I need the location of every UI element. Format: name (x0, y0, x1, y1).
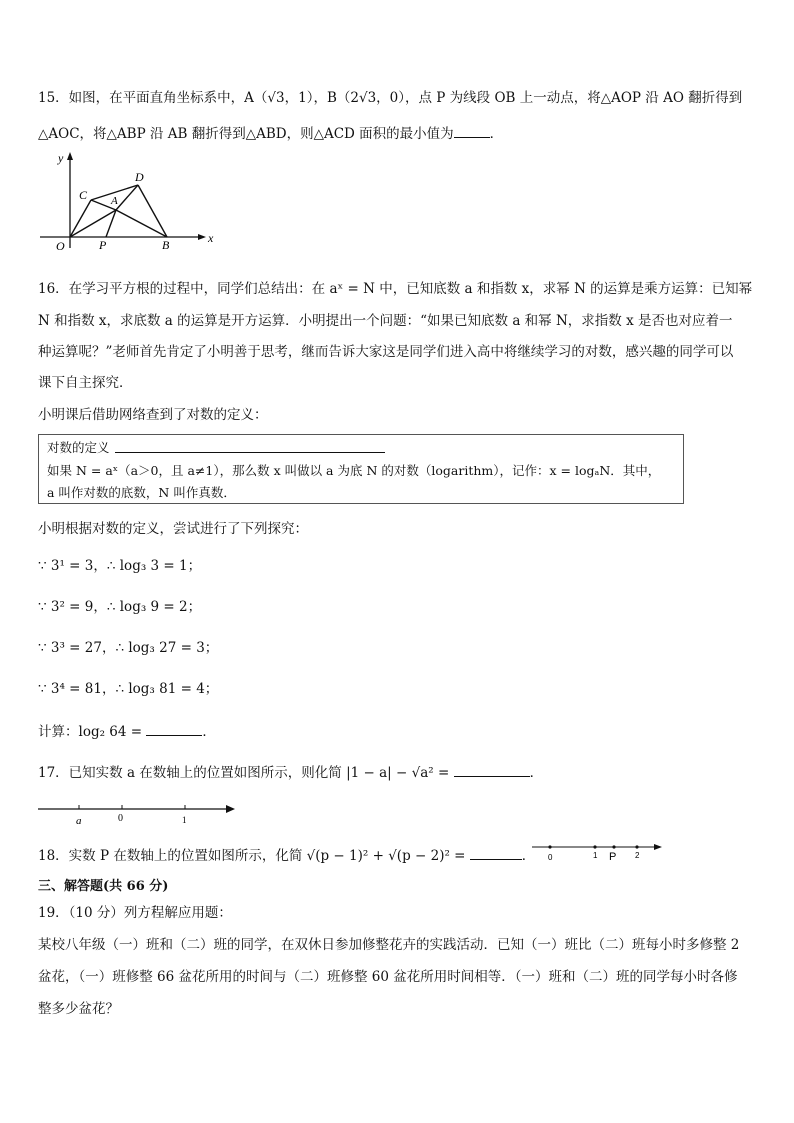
q17-text (38, 763, 543, 783)
q17-end: ． (529, 765, 544, 781)
q17-label-a: a (76, 815, 82, 827)
q16-line1: 16．在学习平方根的过程中，同学们总结出：在 aˣ = N 中，已知底数 a 和指数 x，求幂 N 的运算是乘方运算：已知幂 (38, 281, 753, 297)
q16-line3: 种运算呢？”老师首先肯定了小明善于思考，继而告诉大家这是同学们进入高中将继续学习的对数，感兴趣的同学可以 (38, 344, 734, 360)
label-B: B (162, 238, 170, 252)
section-3-heading: 三、解答题(共 66 分) (38, 879, 169, 894)
q15-answer-blank[interactable] (454, 125, 490, 138)
label-A: A (111, 195, 118, 207)
q19-line1: 某校八年级（一）班和（二）班的同学，在双休日参加修整花卉的实践活动．已知（一）班比（二）班每小时多修整 2 (38, 937, 740, 953)
q18-point-1 (593, 845, 596, 848)
q18-text (38, 846, 535, 866)
definition-title-text: 对数的定义 (47, 440, 110, 455)
q17-number-line (38, 800, 238, 828)
q18-label-1: 1 (593, 851, 598, 860)
q16-step-4: ∵ 3⁴ = 81，∴ log₃ 81 = 4； (38, 681, 219, 697)
q19-head: 19．（10 分）列方程解应用题： (38, 905, 232, 921)
label-x: x (208, 231, 214, 245)
q17-answer-blank[interactable] (454, 764, 530, 777)
q18-point-2 (635, 845, 638, 848)
q18-label-0: 0 (548, 853, 553, 862)
q17-text-body: 17．已知实数 a 在数轴上的位置如图所示，则化简 |1 − a| − √a² = (38, 765, 450, 781)
q19-line3: 整多少盆花？ (38, 1001, 119, 1017)
q17-label-1: 1 (182, 815, 187, 825)
segment-AP (106, 210, 116, 237)
q18-point-0 (548, 845, 551, 848)
label-P: P (99, 238, 107, 252)
q16-calc-end: ． (202, 724, 216, 740)
q18-point-P (612, 845, 615, 848)
q18-label-2: 2 (635, 851, 640, 860)
q16-explore: 小明根据对数的定义，尝试进行了下列探究： (38, 521, 308, 537)
q16-calc-text: 计算：log₂ 64 = (38, 724, 143, 740)
q16-answer-blank[interactable] (146, 723, 202, 736)
q15-line2-text: △AOC，将△ABP 沿 AB 翻折得到△ABD，则△ACD 面积的最小值为 (38, 126, 454, 142)
q18-label-P: P (609, 851, 617, 863)
y-axis-arrow-icon (67, 152, 73, 160)
label-y: y (58, 151, 64, 165)
definition-line2: a 叫作对数的底数，N 叫作真数． (47, 485, 236, 500)
definition-title-rule (115, 452, 385, 453)
q18-answer-blank[interactable] (470, 847, 522, 860)
definition-line1: 如果 N = aˣ（a＞0，且 a≠1），那么数 x 叫做以 a 为底 N 的对数（logarithm），记作：x = logₐN．其中， (47, 463, 661, 478)
q19-line2: 盆花，（一）班修整 66 盆花所用的时间与（二）班修整 60 盆花所用时间相等．（一）班和（二）班的同学每小时各修 (38, 969, 738, 985)
q18-text-body: 18．实数 P 在数轴上的位置如图所示，化简 √(p − 1)² + √(p − 2)² = (38, 848, 466, 864)
q18-end: ． (521, 848, 536, 864)
q16-intro: 小明课后借助网络查到了对数的定义： (38, 407, 268, 423)
definition-box (38, 434, 684, 504)
label-C: C (79, 188, 88, 202)
q16-step-1: ∵ 3¹ = 3，∴ log₃ 3 = 1； (38, 558, 202, 574)
label-D: D (135, 170, 144, 184)
q15-line2-end: ． (489, 126, 504, 142)
q15-figure (36, 148, 216, 252)
q15-line2 (38, 124, 503, 144)
q18-axis-arrow-icon (654, 844, 662, 850)
q16-calc (38, 722, 216, 742)
q16-step-3: ∵ 3³ = 27，∴ log₃ 27 = 3； (38, 640, 219, 656)
x-axis-arrow-icon (198, 234, 206, 240)
q18-number-line (532, 840, 666, 864)
label-O: O (56, 239, 65, 252)
q15-line1: 15．如图，在平面直角坐标系中，A（√3，1），B（2√3，0），点 P 为线段 OB 上一动点，将△AOP 沿 AO 翻折得到 (38, 90, 743, 106)
q16-line2: N 和指数 x，求底数 a 的运算是开方运算．小明提出一个问题：“如果已知底数 a 和幂 N，求指数 x 是否也对应着一 (38, 313, 733, 329)
q16-line4: 课下自主探究． (38, 375, 133, 391)
q16-step-2: ∵ 3² = 9，∴ log₃ 9 = 2； (38, 599, 202, 615)
definition-title (47, 438, 110, 456)
q17-label-0: 0 (118, 813, 123, 824)
q17-axis-arrow-icon (226, 805, 235, 813)
